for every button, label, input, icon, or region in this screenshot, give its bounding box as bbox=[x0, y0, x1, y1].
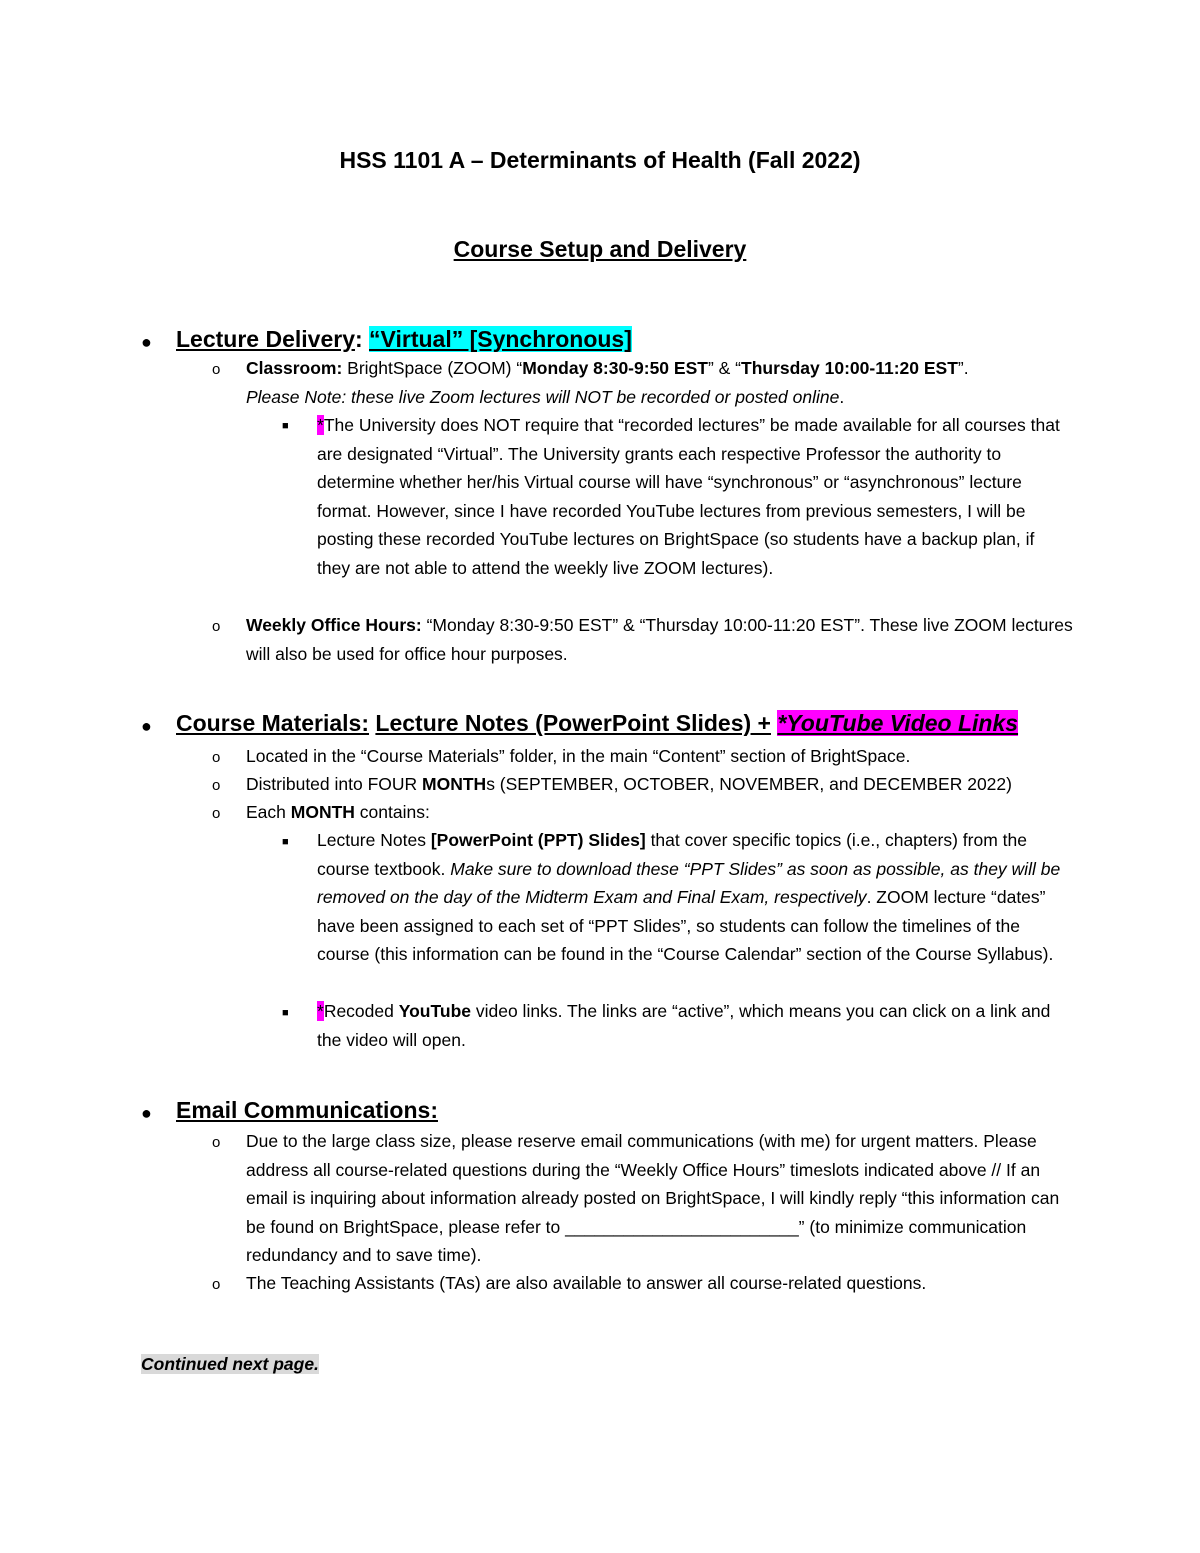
email-communications-heading bbox=[176, 1093, 438, 1127]
circle-bullet-icon: o bbox=[212, 777, 221, 794]
download-warning: Make sure to download these “PPT Slides” as soon as possible, as they will be removed on the day of the Midterm Exam and Final Exam, respectively bbox=[317, 858, 1061, 907]
square-bullet-icon: ■ bbox=[282, 420, 289, 432]
classroom-note-end: . bbox=[839, 386, 845, 407]
youtube-links-item bbox=[317, 997, 1062, 1054]
circle-bullet-icon: o bbox=[212, 361, 221, 378]
months-text: Distributed into FOUR bbox=[246, 774, 423, 794]
ppt-slides-bold: [PowerPoint (PPT) Slides] bbox=[430, 830, 646, 850]
office-hours-text: . These live ZOOM lectures will also be used for office hour purposes. bbox=[246, 615, 1073, 664]
continued-note-text: Continued next page. bbox=[141, 1354, 319, 1374]
university-note bbox=[317, 411, 1062, 582]
document-subtitle: Course Setup and Delivery bbox=[453, 236, 747, 262]
lecture-delivery-colon: : bbox=[354, 326, 363, 352]
classroom-text: BrightSpace (ZOOM) “ bbox=[342, 358, 523, 378]
continued-note bbox=[141, 1350, 319, 1378]
circle-bullet-icon: o bbox=[212, 1276, 221, 1293]
youtube-text: video links. The links are “active”, which means you can click on a link and the video will open. bbox=[317, 1001, 1051, 1050]
square-bullet-icon: ■ bbox=[282, 1007, 289, 1019]
university-note-text: The University does NOT require that “recorded lectures” be made available for all courses that are designated “Virtual”. The University grants each respective Professor the authority to determine whether her/his Virtual course will have “synchronous” or “asynchronous” lecture format. However, since I have recorded YouTube lectures from previous semesters, I will be posting these recorded YouTube lectures on BrightSpace (so students have a backup plan, if they are not able to attend the weekly live ZOOM lectures). bbox=[317, 415, 1060, 578]
youtube-text: Recoded bbox=[323, 1001, 399, 1021]
lecture-notes-label: Lecture Notes (PowerPoint Slides) + bbox=[375, 710, 771, 736]
materials-months-item bbox=[246, 770, 1076, 799]
classroom-text: ” & “ bbox=[707, 358, 741, 378]
lecture-notes-text: Lecture Notes bbox=[317, 830, 431, 850]
youtube-bold: YouTube bbox=[398, 1001, 471, 1021]
lecture-notes-text: that cover specific topics (i.e., chapters) from the course textbook. bbox=[317, 830, 1027, 879]
contents-text: contains: bbox=[354, 802, 430, 822]
contents-bold: MONTH bbox=[290, 802, 355, 822]
disc-bullet-icon: ● bbox=[141, 332, 152, 352]
circle-bullet-icon: o bbox=[212, 749, 221, 766]
teaching-assistants-item: The Teaching Assistants (TAs) are also available to answer all course-related questions. bbox=[246, 1273, 927, 1293]
office-hours-times: “Monday 8:30-9:50 EST” & “Thursday 10:00-11:20 EST” bbox=[421, 615, 861, 635]
document-title: HSS 1101 A – Determinants of Health (Fall 2022) bbox=[339, 147, 861, 173]
classroom-thursday-time: Thursday 10:00-11:20 EST bbox=[741, 358, 958, 378]
materials-location-item: Located in the “Course Materials” folder, in the main “Content” section of BrightSpace. bbox=[246, 746, 911, 766]
contents-text: Each bbox=[246, 802, 291, 822]
circle-bullet-icon: o bbox=[212, 805, 221, 822]
lecture-notes-text: . ZOOM lecture “dates” have been assigned to each set of “PPT Slides”, so students can follow the timelines of the course (this information can be found in the “Course Calendar” section of the Course Syllabus). bbox=[317, 887, 1054, 964]
star-marker: * bbox=[317, 415, 324, 435]
course-materials-heading bbox=[176, 706, 1018, 740]
disc-bullet-icon: ● bbox=[141, 716, 152, 736]
email-communications-label: Email Communications: bbox=[176, 1097, 438, 1123]
email-policy-item: Due to the large class size, please reserve email communications (with me) for urgent matters. Please address all course-related questions during the “Weekly Office Hours” timeslots indicated above // If an email is inquiring about information already posted on BrightSpace, I will kindly reply “this information can be found on BrightSpace, please refer to ________________________” (to minimize communication redundancy and to save time). bbox=[246, 1131, 1060, 1265]
classroom-item bbox=[246, 354, 1076, 411]
classroom-text: ”. bbox=[957, 358, 969, 378]
course-materials-label: Course Materials: bbox=[176, 710, 370, 736]
disc-bullet-icon: ● bbox=[141, 1103, 152, 1123]
lecture-delivery-label: Lecture Delivery bbox=[176, 326, 355, 352]
star-marker: * bbox=[317, 1001, 324, 1021]
circle-bullet-icon: o bbox=[212, 618, 221, 635]
materials-contents-item bbox=[246, 798, 1076, 827]
virtual-synchronous-highlight: “Virtual” [Synchronous] bbox=[369, 326, 632, 352]
classroom-monday-time: Monday 8:30-9:50 EST bbox=[522, 358, 708, 378]
square-bullet-icon: ■ bbox=[282, 836, 289, 848]
youtube-links-highlight: *YouTube Video Links bbox=[777, 710, 1019, 736]
months-text: s (SEPTEMBER, OCTOBER, NOVEMBER, and DECEMBER 2022) bbox=[486, 774, 1012, 794]
months-bold: MONTH bbox=[422, 774, 487, 794]
office-hours-item bbox=[246, 611, 1076, 668]
classroom-label: Classroom: bbox=[246, 358, 343, 378]
classroom-note: Please Note: these live Zoom lectures will NOT be recorded or posted online bbox=[246, 386, 840, 407]
lecture-notes-item bbox=[317, 826, 1062, 969]
circle-bullet-icon: o bbox=[212, 1134, 221, 1151]
lecture-delivery-heading bbox=[176, 322, 632, 356]
office-hours-label: Weekly Office Hours: bbox=[246, 615, 422, 635]
